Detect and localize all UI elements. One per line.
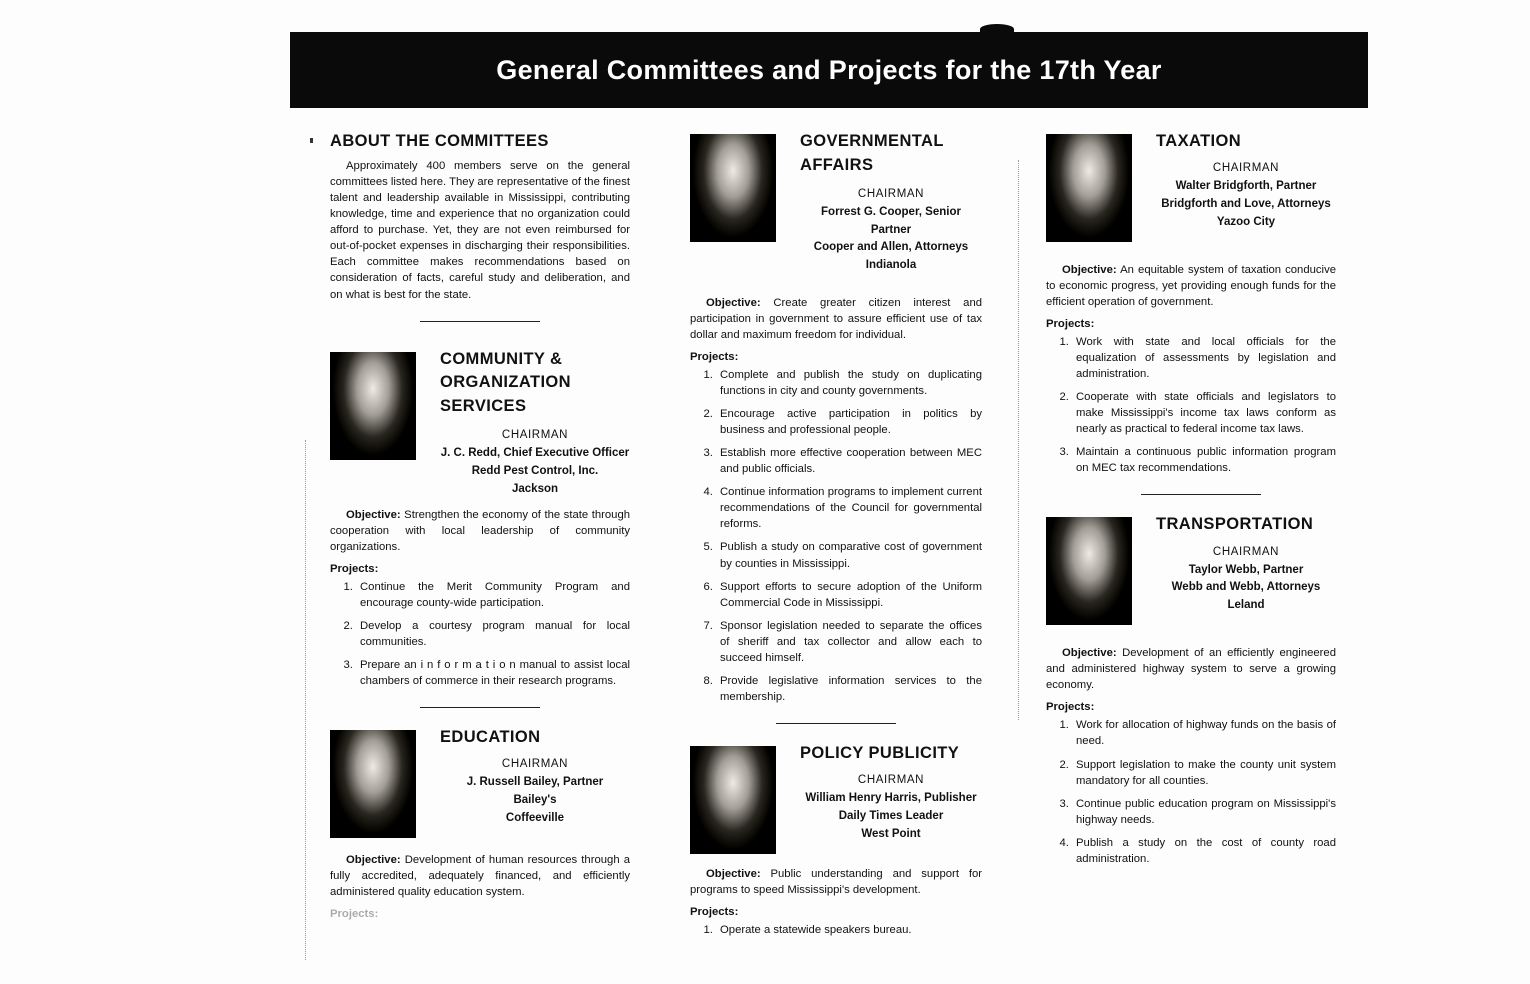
objective-paragraph-taxation xyxy=(1046,262,1336,310)
title-line-2: ORGANIZATION xyxy=(440,373,571,392)
chairman-label: CHAIRMAN xyxy=(501,429,569,442)
chairman-label: CHAIRMAN xyxy=(857,187,925,200)
section-title-about: ABOUT THE COMMITTEES xyxy=(330,132,549,150)
title-line-2: AFFAIRS xyxy=(800,155,874,174)
list-item: 8. Provide legislative information services to the membership. xyxy=(716,673,982,705)
section-divider-rule xyxy=(1141,494,1261,495)
stray-mark xyxy=(310,138,313,143)
list-item: 2. Develop a courtesy program manual for local communities. xyxy=(356,618,630,650)
chairman-city: Coffeeville xyxy=(505,811,565,824)
chairman-name: Taylor Webb, Partner xyxy=(1188,563,1304,576)
list-item: 4. Continue information programs to implement current recommendations of the Council for governmental reforms. xyxy=(716,484,982,532)
chairman-name: J. Russell Bailey, Partner xyxy=(466,776,604,789)
chairman-company: Bridgforth and Love, Attorneys xyxy=(1161,198,1331,211)
chairman-city: Indianola xyxy=(865,259,917,272)
objective-paragraph-governmental xyxy=(690,295,982,343)
chairman-details xyxy=(1156,178,1336,231)
section-taxation xyxy=(1046,130,1336,242)
list-item: 6. Support efforts to secure adoption of the Uniform Commercial Code in Mississippi. xyxy=(716,579,982,611)
chairman-company: Cooper and Allen, Attorneys xyxy=(813,241,969,254)
section-divider-rule xyxy=(776,723,896,724)
objective-paragraph-education xyxy=(330,852,630,900)
objective-text: Public understanding and support for programs to speed Mississippi's development. xyxy=(690,867,982,896)
section-title-community xyxy=(440,348,630,420)
objective-text: An equitable system of taxation conducive to economic progress, yet providing enough funds for the efficient operation of government. xyxy=(1046,264,1336,309)
title-line-3: SERVICES xyxy=(440,397,527,416)
about-paragraph: Approximately 400 members serve on the general committees listed here. They are representative of the finest talent and leadership available in Mississippi, contributing knowledge, time and experience that no organization could afford to purchase. Yet, they are not even reimbursed for out-of-pocket expenses in discharging their responsibilities. Each committee makes recommendations based on consideration of facts, careful study and deliberation, and on what is best for the state. xyxy=(330,160,630,301)
chairman-company: Redd Pest Control, Inc. xyxy=(471,465,599,478)
chairman-portrait-photo xyxy=(1046,134,1132,242)
chairman-name: J. C. Redd, Chief Executive Officer xyxy=(440,447,630,460)
page-title: General Committees and Projects for the 17th Year xyxy=(496,54,1162,85)
list-item: 2. Encourage active participation in politics by business and professional people. xyxy=(716,406,982,438)
chairman-company: Bailey's xyxy=(513,794,557,807)
section-education xyxy=(330,726,630,838)
chairman-label: CHAIRMAN xyxy=(857,774,925,787)
objective-label: Objective: xyxy=(1062,264,1117,276)
column-divider-left xyxy=(305,440,307,960)
objective-paragraph-transportation xyxy=(1046,645,1336,693)
list-item: 4. Publish a study on the cost of county road administration. xyxy=(1072,835,1336,867)
chairman-label: CHAIRMAN xyxy=(1212,545,1280,558)
list-item: 7. Sponsor legislation needed to separate the offices of sheriff and tax collector and allow each to succeed himself. xyxy=(716,618,982,666)
column-two xyxy=(690,130,982,945)
chairman-label: CHAIRMAN xyxy=(1212,162,1280,175)
section-title-education: EDUCATION xyxy=(440,728,541,747)
projects-label-community: Projects: xyxy=(330,562,379,575)
projects-list-governmental xyxy=(690,367,982,705)
chairman-name: William Henry Harris, Publisher xyxy=(805,792,977,805)
list-item: 1. Continue the Merit Community Program and encourage county-wide participation. xyxy=(356,579,630,611)
list-item: 1. Work for allocation of highway funds on the basis of need. xyxy=(1072,717,1336,749)
column-one xyxy=(330,130,630,924)
section-about-the-committees xyxy=(330,130,630,322)
projects-list-taxation xyxy=(1046,334,1336,476)
list-item: 2. Cooperate with state officials and legislators to make Mississippi's income tax laws conform as nearly as practical to federal income tax laws. xyxy=(1072,389,1336,437)
chairman-details xyxy=(440,774,630,827)
list-item: 2. Support legislation to make the county unit system mandatory for all counties. xyxy=(1072,757,1336,789)
section-divider-rule xyxy=(420,707,540,708)
list-item: 1. Work with state and local officials for the equalization of assessments by legislation and administration. xyxy=(1072,334,1336,382)
chairman-details xyxy=(440,445,630,498)
objective-label: Objective: xyxy=(1062,647,1117,660)
chairman-name: Walter Bridgforth, Partner xyxy=(1175,180,1317,193)
projects-label-education: Projects: xyxy=(330,908,379,921)
objective-text: Development of human resources through a fully accredited, adequately financed, and efficiently administered quality education system. xyxy=(330,854,630,899)
list-item: 5. Publish a study on comparative cost of government by counties in Mississippi. xyxy=(716,539,982,571)
section-divider-rule xyxy=(420,321,540,322)
section-title-policy-publicity: POLICY PUBLICITY xyxy=(800,743,960,762)
list-item: 1. Complete and publish the study on duplicating functions in city and county governments. xyxy=(716,367,982,399)
chairman-portrait-photo xyxy=(690,134,776,242)
list-item: 3. Prepare an i n f o r m a t i o n manual to assist local chambers of commerce in their research programs. xyxy=(356,657,630,689)
list-item: 3. Maintain a continuous public information program on MEC tax recommendations. xyxy=(1072,444,1336,476)
section-policy-publicity xyxy=(690,742,982,854)
chairman-city: Yazoo City xyxy=(1216,215,1276,228)
projects-label-policy: Projects: xyxy=(690,905,739,918)
objective-label: Objective: xyxy=(346,854,401,867)
chairman-details xyxy=(1156,562,1336,615)
projects-list-transportation xyxy=(1046,717,1336,866)
section-transportation xyxy=(1046,513,1336,625)
list-item: 3. Establish more effective cooperation between MEC and public officials. xyxy=(716,445,982,477)
chairman-portrait-photo xyxy=(330,352,416,460)
chairman-portrait-photo xyxy=(330,730,416,838)
chairman-label: CHAIRMAN xyxy=(501,758,569,771)
objective-paragraph-policy xyxy=(690,866,982,898)
section-title-taxation: TAXATION xyxy=(1156,132,1242,150)
chairman-city: Jackson xyxy=(511,482,559,495)
objective-text: Development of an efficiently engineered and administered highway system to serve a growing economy. xyxy=(1046,647,1336,692)
objective-text: Strengthen the economy of the state through cooperation with local leadership of community organizations. xyxy=(330,508,631,553)
section-governmental-affairs xyxy=(690,130,982,275)
projects-label-taxation: Projects: xyxy=(1046,318,1095,331)
objective-label: Objective: xyxy=(346,508,401,521)
page-banner xyxy=(290,32,1368,108)
column-divider-right xyxy=(1018,160,1020,720)
chairman-name: Forrest G. Cooper, Senior Partner xyxy=(821,205,961,236)
column-three xyxy=(1046,130,1336,874)
chairman-city: Leland xyxy=(1227,599,1265,612)
title-line-1: GOVERNMENTAL xyxy=(800,132,944,150)
list-item: 3. Continue public education program on Mississippi's highway needs. xyxy=(1072,796,1336,828)
projects-label-governmental: Projects: xyxy=(690,351,739,364)
section-title-transportation: TRANSPORTATION xyxy=(1156,515,1314,534)
objective-label: Objective: xyxy=(706,867,761,880)
chairman-details xyxy=(800,204,982,275)
projects-list-community xyxy=(330,579,630,689)
chairman-company: Daily Times Leader xyxy=(838,809,944,822)
projects-list-policy xyxy=(690,922,982,938)
chairman-portrait-photo xyxy=(690,746,776,854)
projects-label-transportation: Projects: xyxy=(1046,701,1095,714)
chairman-details xyxy=(800,790,982,843)
chairman-company: Webb and Webb, Attorneys xyxy=(1171,581,1321,594)
objective-paragraph-community xyxy=(330,507,630,555)
section-community-organization-services xyxy=(330,348,630,499)
title-line-1: COMMUNITY & xyxy=(440,349,563,368)
section-title-governmental-affairs xyxy=(800,130,982,178)
chairman-city: West Point xyxy=(861,827,921,840)
objective-text: Create greater citizen interest and participation in government to assure efficient use of tax dollar and maximum freedom for individual. xyxy=(690,297,983,342)
list-item: 1. Operate a statewide speakers bureau. xyxy=(716,922,982,938)
objective-label: Objective: xyxy=(706,297,761,310)
chairman-portrait-photo xyxy=(1046,517,1132,625)
